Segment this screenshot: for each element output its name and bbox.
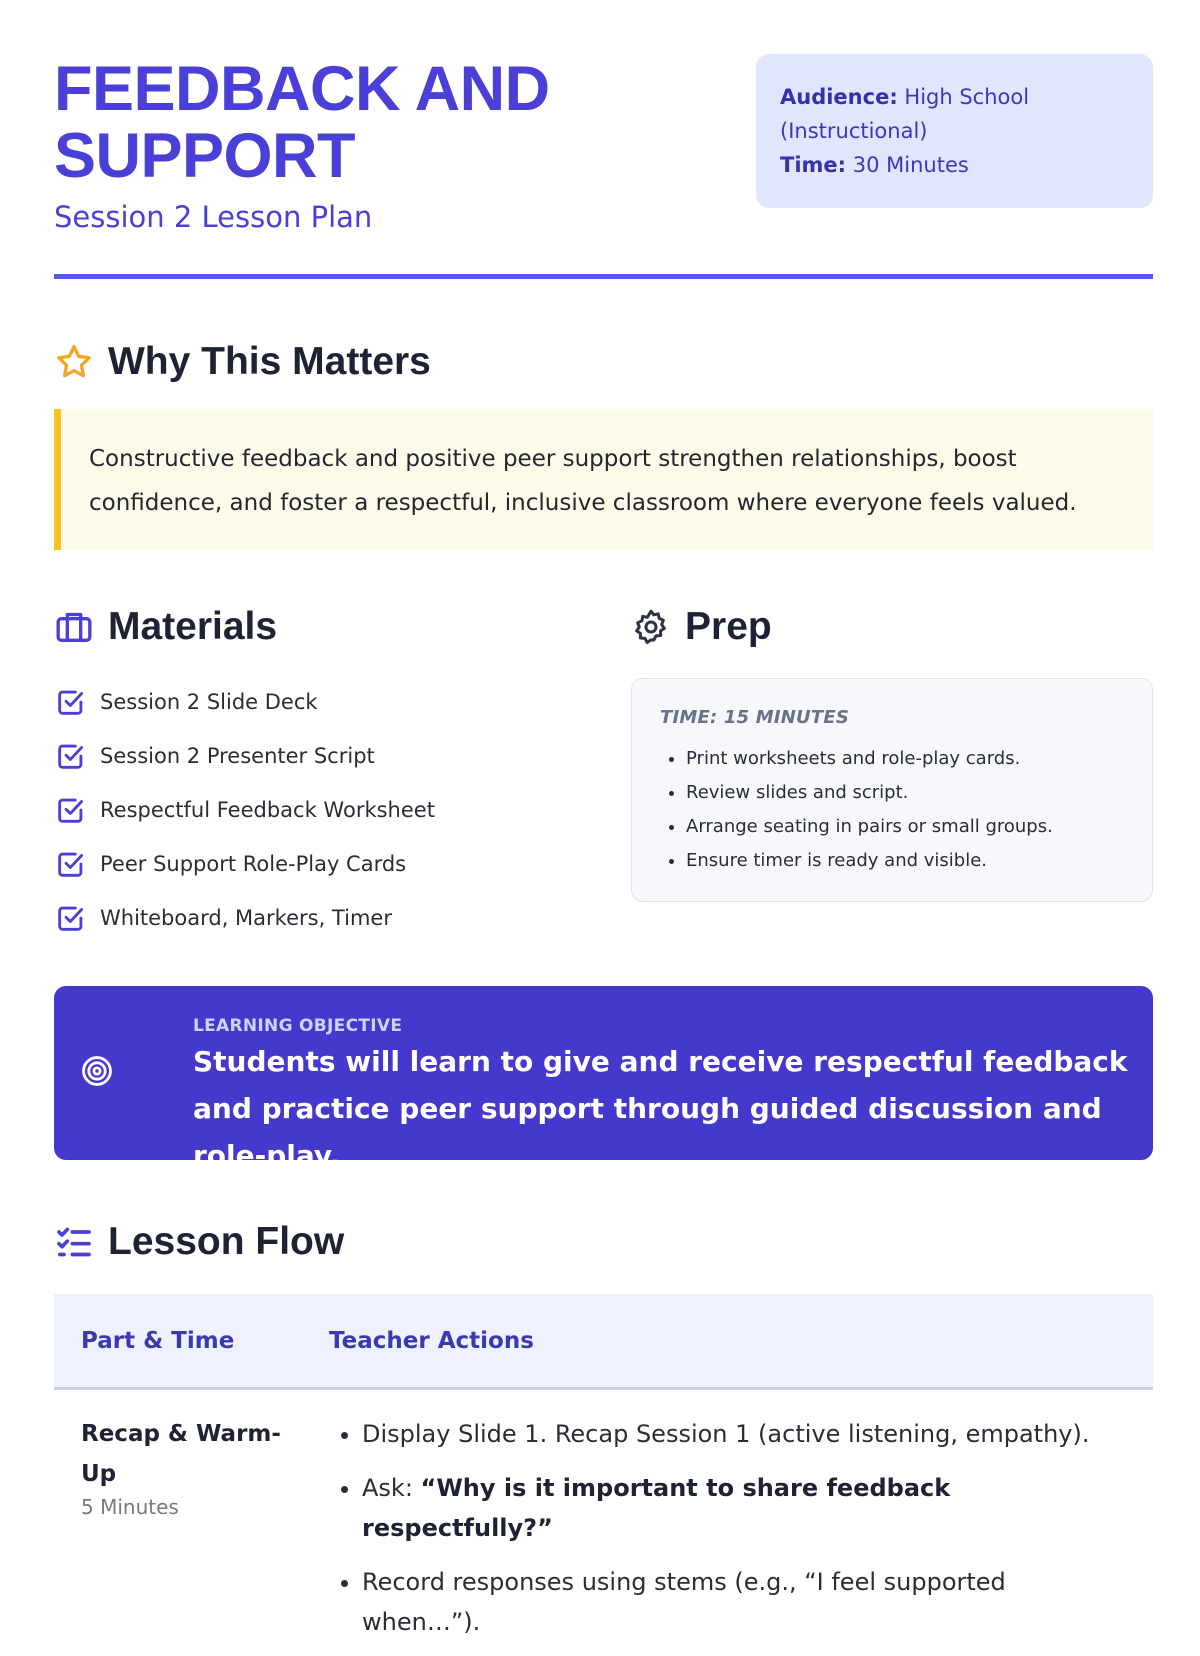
- header-divider: [54, 274, 1153, 279]
- time-value: 30 Minutes: [852, 153, 969, 177]
- star-icon: [54, 342, 94, 382]
- title-line-1: FEEDBACK AND: [54, 54, 550, 124]
- checklist-icon: [54, 1222, 94, 1262]
- part-cell: [54, 1414, 329, 1656]
- target-icon: [80, 1054, 114, 1088]
- materials-list: [54, 675, 574, 945]
- page-title: [54, 56, 694, 190]
- page-subtitle: Session 2 Lesson Plan: [54, 200, 373, 234]
- checkbox-icon: [54, 847, 88, 881]
- meta-card: [756, 54, 1153, 208]
- material-label: Session 2 Slide Deck: [100, 690, 318, 714]
- prep-card: [631, 678, 1153, 902]
- part-name: Recap & Warm-Up: [81, 1421, 281, 1487]
- action-item: [362, 1414, 1129, 1454]
- teacher-actions: [329, 1414, 1129, 1656]
- list-item: • Review slides and script.: [686, 776, 1124, 810]
- materials-heading-text: Materials: [108, 605, 278, 648]
- list-item: [54, 837, 574, 891]
- time-line: [780, 148, 1129, 182]
- list-item: • Arrange seating in pairs or small groups.: [686, 810, 1124, 844]
- time-label: Time:: [780, 153, 847, 177]
- prep-heading-text: Prep: [685, 605, 772, 648]
- part-time: 5 Minutes: [81, 1495, 179, 1519]
- materials-heading: [54, 605, 277, 649]
- column-header-part: Part & Time: [81, 1327, 235, 1354]
- material-label: Session 2 Presenter Script: [100, 744, 375, 768]
- why-heading-text: Why This Matters: [108, 340, 431, 383]
- checkbox-icon: [54, 739, 88, 773]
- gear-icon: [631, 607, 671, 647]
- prep-heading: [631, 605, 772, 649]
- lesson-flow-heading: [54, 1220, 344, 1264]
- list-item: [54, 783, 574, 837]
- action-item: [362, 1562, 1129, 1642]
- checkbox-icon: [54, 793, 88, 827]
- list-item: • Ensure timer is ready and visible.: [686, 844, 1124, 878]
- action-text: Display Slide 1. Recap Session 1 (active listening, empathy).: [362, 1420, 1090, 1448]
- checkbox-icon: [54, 685, 88, 719]
- learning-objective-card: [54, 986, 1153, 1172]
- briefcase-icon: [54, 607, 94, 647]
- action-text: Ask:: [362, 1474, 421, 1502]
- table-header: [54, 1294, 1153, 1390]
- material-label: Whiteboard, Markers, Timer: [100, 906, 392, 930]
- checkbox-icon: [54, 901, 88, 935]
- lesson-flow-table: [54, 1294, 1153, 1656]
- prep-list: [660, 742, 1124, 878]
- action-item: [362, 1468, 1129, 1548]
- action-question: “Why is it important to share feedback respectfully?”: [362, 1474, 951, 1542]
- prep-time: TIME: 15 MINUTES: [660, 707, 849, 728]
- list-item: [54, 675, 574, 729]
- action-text: Record responses using stems (e.g., “I feel supported when…”).: [362, 1568, 1006, 1636]
- title-block: [54, 56, 694, 234]
- lesson-flow-heading-text: Lesson Flow: [108, 1220, 345, 1263]
- audience-value: High School (Instructional): [780, 85, 1030, 143]
- table-row: [54, 1390, 1153, 1656]
- material-label: Respectful Feedback Worksheet: [100, 798, 435, 822]
- list-item: • Print worksheets and role-play cards.: [686, 742, 1124, 776]
- why-heading: [54, 340, 431, 384]
- column-header-actions: Teacher Actions: [329, 1327, 534, 1354]
- objective-label: LEARNING OBJECTIVE: [193, 1016, 403, 1036]
- title-line-2: SUPPORT: [54, 121, 356, 191]
- list-item: [54, 729, 574, 783]
- audience-line: [780, 80, 1129, 148]
- objective-text: Students will learn to give and receive respectful feedback and practice peer support through guided discussion and role-play.: [193, 1045, 1128, 1172]
- list-item: [54, 891, 574, 945]
- material-label: Peer Support Role-Play Cards: [100, 852, 407, 876]
- why-callout: Constructive feedback and positive peer support strengthen relationships, boost confidence, and foster a respectful, inclusive classroom where everyone feels valued.: [54, 409, 1153, 550]
- audience-label: Audience:: [780, 85, 898, 109]
